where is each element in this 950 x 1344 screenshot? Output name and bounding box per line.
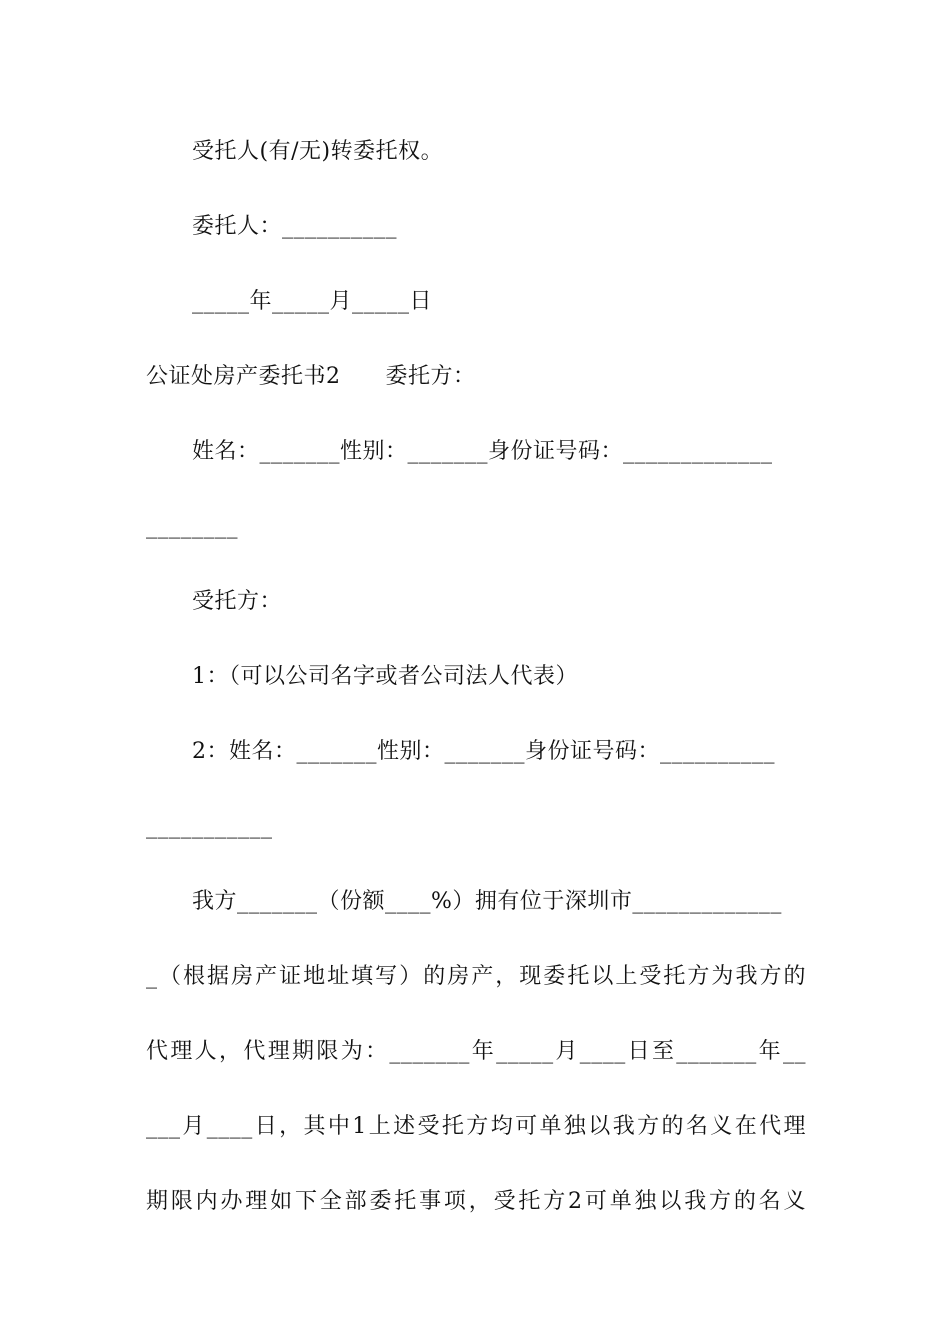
text-line-period-3: 期限内办理如下全部委托事项，受托方2可单独以我方的名义	[146, 1189, 806, 1214]
text-line-property-2: _（根据房产证地址填写）的房产，现委托以上受托方为我方的	[146, 964, 806, 989]
text-line-principal-info: 姓名：_______性别：_______身份证号码：_____________	[192, 439, 773, 464]
text-line-heading: 公证处房产委托书2 委托方：	[146, 364, 476, 389]
text-line-property-1: 我方_______（份额____%）拥有位于深圳市_____________	[192, 889, 782, 914]
text-line-principal: 委托人：__________	[192, 214, 398, 239]
text-line-agent-2-cont: ___________	[146, 814, 273, 839]
text-line-principal-info-cont: ________	[146, 514, 238, 539]
text-line-date: _____年_____月_____日	[192, 289, 433, 314]
text-line-period-1: 代理人，代理期限为：_______年_____月____日至_______年__	[146, 1039, 806, 1064]
text-line-agent-heading: 受托方：	[192, 589, 283, 614]
text-line-agent-2: 2：姓名：_______性别：_______身份证号码：__________	[192, 739, 775, 764]
text-line-period-2: ___月____日，其中1上述受托方均可单独以我方的名义在代理	[146, 1114, 806, 1139]
text-line-transfer-right: 受托人(有/无)转委托权。	[192, 139, 444, 164]
text-line-agent-1: 1：（可以公司名字或者公司法人代表）	[192, 664, 578, 689]
